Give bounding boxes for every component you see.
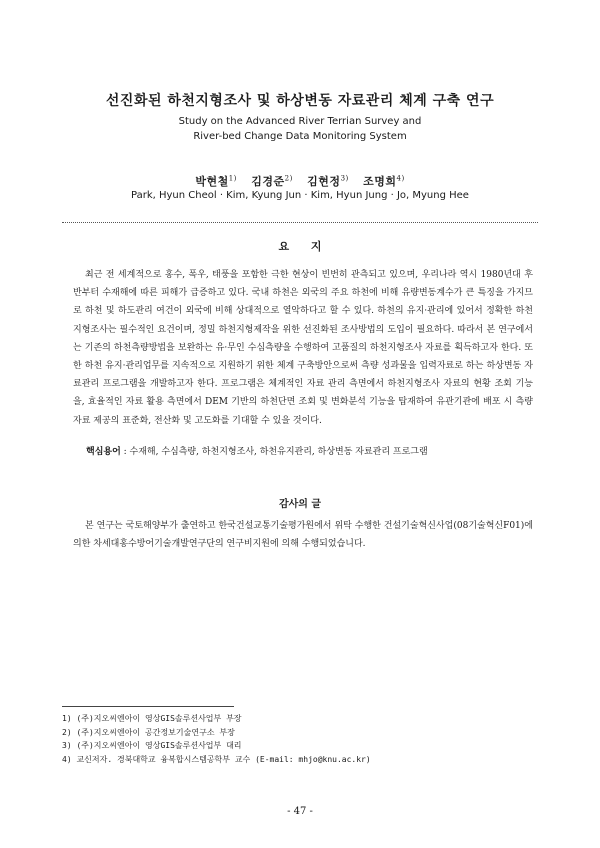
authors-korean [0, 173, 600, 189]
footnote-1: 1) (주)지오씨엔아이 영상GIS솔루션사업부 부장 [62, 714, 242, 723]
paper-title-english [0, 114, 600, 144]
title-english-line-1: Study on the Advanced River Terrian Survey and [178, 116, 422, 127]
authors-english: Park, Hyun Cheol · Kim, Kyung Jun · Kim, Hyun Jung · Jo, Myung Hee [131, 190, 469, 201]
acknowledgment-paragraph: 본 연구는 국토해양부가 출연하고 한국건설교통기술평가원에서 위탁 수행한 건설기술혁신사업(08기술혁신F01)에 의한 차세대홍수방어기술개발연구단의 연구비지원에 의해 수행되었습니다. [73, 521, 533, 550]
author-footnote-mark: 1) [228, 174, 237, 183]
keywords-label: 핵심용어 [86, 447, 121, 457]
keywords-text: 수재해, 수심측량, 하천지형조사, 하천유지관리, 하상변동 자료관리 프로그램 [129, 447, 428, 457]
author-name: 박현철 [195, 175, 229, 188]
abstract-body [73, 266, 533, 430]
keywords-separator: : [120, 447, 130, 457]
abstract-heading: 요 지 [278, 240, 322, 253]
acknowledgment-body [73, 517, 533, 553]
abstract-paragraph: 최근 전 세계적으로 홍수, 폭우, 태풍을 포함한 극한 현상이 빈번히 관측되고 있으며, 우리나라 역시 1980년대 후반부터 수재해에 따른 피해가 급증하고 있다. 국내 하천은 외국의 주요 하천에 비해 유량변동계수가 큰 특징을 가지므로 하천 및 하도관리 여건이 외국에 비해 상대적으로 열악하다고 할 수 있다. 하천의 유지·관리에 있어서 정확한 하천지형조사는 필수적인 요건이며, 정밀 하천지형제작을 위한 선진화된 조사방법의 도입이 필요하다. 따라서 본 연구에서는 기존의 하천측량방법을 보완하는 유·무인 수심측량을 수행하여 고품질의 하천지형조사 자료를 획득하고자 한다. 또한 하천 유지·관리업무를 지속적으로 지원하기 위한 체계 구축방안으로써 측량 성과물을 입력자료로 하는 하상변동 자료관리 프로그램을 개발하고자 한다. 프로그램은 체계적인 자료 관리 측면에서 하천지형조사 자료의 현황 조회 기능을, 효율적인 자료 활용 측면에서 DEM 기반의 하천단면 조회 및 변화분석 기능을 탑재하여 유관기관에 배포 시 측량자료 제공의 표준화, 전산화 및 고도화를 기대할 수 있을 것이다. [73, 270, 533, 426]
footnotes [62, 712, 542, 766]
author-3 [307, 175, 349, 188]
author-2 [251, 175, 293, 188]
paper-title-korean: 선진화된 하천지형조사 및 하상변동 자료관리 체계 구축 연구 [105, 93, 495, 109]
author-name: 조명희 [363, 175, 397, 188]
acknowledgment-heading: 감사의 글 [278, 499, 322, 510]
author-name: 김경준 [251, 175, 285, 188]
footnote-4: 4) 교신저자. 경북대학교 융복합시스템공학부 교수 (E-mail: mhjo@knu.ac.kr) [62, 754, 371, 764]
author-footnote-mark: 2) [284, 174, 293, 183]
dotted-divider [62, 222, 538, 223]
footnote-2: 2) (주)지오씨엔아이 공간정보기술연구소 부장 [62, 727, 235, 737]
author-footnote-mark: 4) [396, 174, 405, 183]
footnote-rule [62, 706, 234, 707]
title-english-line-2: River-bed Change Data Monitoring System [193, 131, 407, 142]
author-name: 김현정 [307, 175, 341, 188]
author-1 [195, 175, 237, 188]
footnote-3: 3) (주)지오씨엔아이 영상GIS솔루션사업부 대리 [62, 741, 242, 751]
author-footnote-mark: 3) [340, 174, 349, 183]
keywords [86, 444, 546, 457]
author-4 [363, 175, 405, 188]
page-number: - 47 - [287, 806, 313, 817]
